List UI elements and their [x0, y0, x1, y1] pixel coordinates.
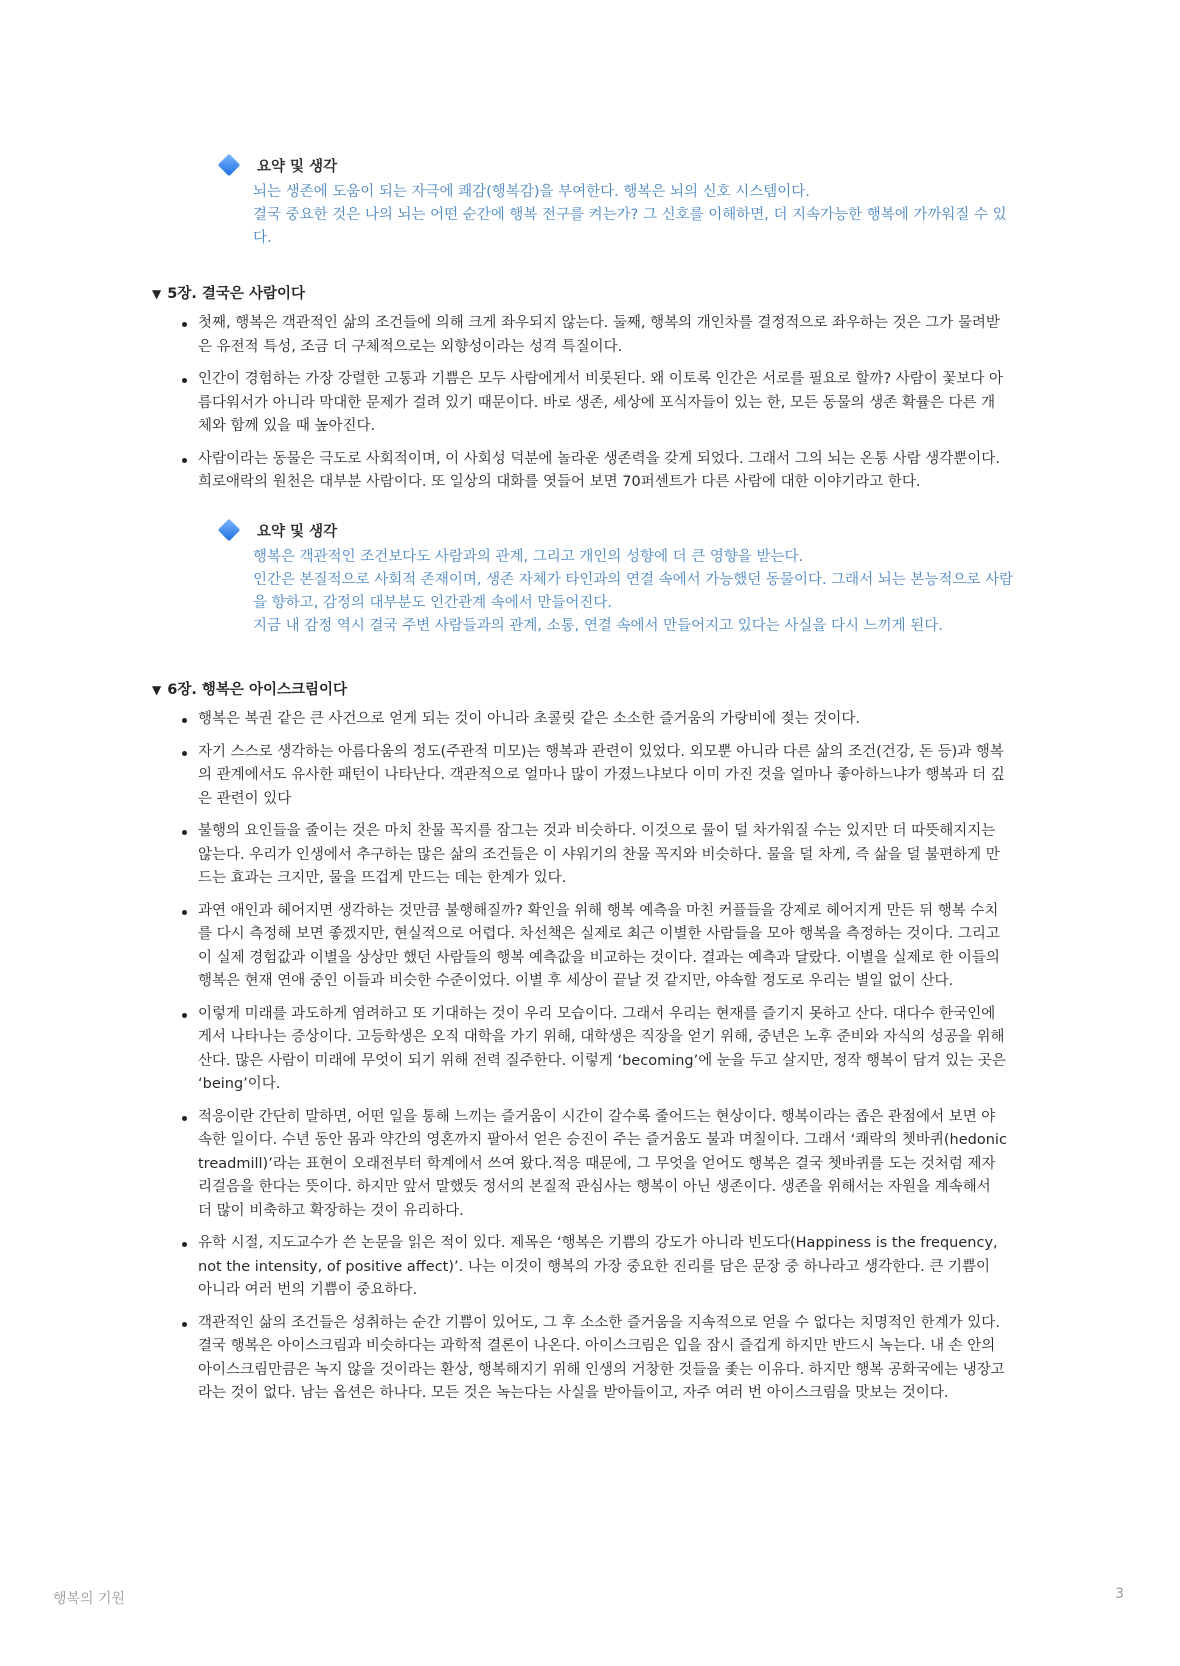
chapter-6-toggle[interactable] [152, 678, 1052, 702]
list-item: 사람이라는 동물은 극도로 사회적이며, 이 사회성 덕분에 놀라운 생존력을 갖게 되었다. 그래서 그의 뇌는 온통 사람 생각뿐이다. 희로애락의 원천은 대부분 사람이다. 또 일상의 대화를 엿들어 보면 70퍼센트가 다른 사람에 대한 이야기라고 한다. [152, 448, 1008, 495]
list-item: 이렇게 미래를 과도하게 염려하고 또 기대하는 것이 우리 모습이다. 그래서 우리는 현재를 즐기지 못하고 산다. 대다수 한국인에게서 나타나는 증상이다. 고등학생은 오직 대학을 가기 위해, 대학생은 직장을 얻기 위해, 중년은 노후 준비와 자식의 성공을 위해 산다. 많은 사람이 미래에 무엇이 되기 위해 전력 질주한다. 이렇게 ‘becoming’에 눈을 두고 살지만, 정작 행복이 담겨 있는 곳은 ‘being’이다. [152, 1003, 1008, 1097]
callout-body [253, 181, 1025, 250]
callout-line: 뇌는 생존에 도움이 되는 자극에 쾌감(행복감)을 부여한다. 행복은 뇌의 신호 시스템이다. [253, 184, 810, 200]
callout-body [253, 546, 1025, 638]
chapter-5-list [152, 312, 1052, 495]
toggle-triangle-icon[interactable]: ▼ [152, 287, 162, 301]
list-item: 첫째, 행복은 객관적인 삶의 조건들에 의해 크게 좌우되지 않는다. 둘째, 행복의 개인차를 결정적으로 좌우하는 것은 그가 물려받은 유전적 특성, 조금 더 구체적으로는 외향성이라는 성격 특질이다. [152, 312, 1008, 359]
callout-header [215, 153, 1025, 177]
list-item: 객관적인 삶의 조건들은 성취하는 순간 기쁨이 있어도, 그 후 소소한 즐거움을 지속적으로 얻을 수 없다는 치명적인 한계가 있다. 결국 행복은 아이스크림과 비슷하다는 과학적 결론이 나온다. 아이스크림은 입을 잠시 즐겁게 하지만 반드시 녹는다. 내 손 안의 아이스크림만큼은 녹지 않을 것이라는 환상, 행복해지기 위해 인생의 거창한 것들을 좇는 이유다. 하지만 행복 공화국에는 냉장고라는 것이 없다. 남는 옵션은 하나다. 모든 것은 녹는다는 사실을 받아들이고, 자주 여러 번 아이스크림을 맛보는 것이다. [152, 1312, 1008, 1406]
blue-diamond-icon [218, 519, 241, 542]
callout-line: 행복은 객관적인 조건보다도 사람과의 관계, 그리고 개인의 성향에 더 큰 영향을 받는다. [253, 549, 804, 565]
chapter-title: 6장. 행복은 아이스크림이다 [167, 682, 348, 698]
callout-line: 지금 내 감정 역시 결국 주변 사람들과의 관계, 소통, 연결 속에서 만들어지고 있다는 사실을 다시 느끼게 된다. [253, 618, 943, 634]
footer-page-number: 3 [1115, 1586, 1124, 1602]
toggle-triangle-icon[interactable]: ▼ [152, 683, 162, 697]
summary-callout-2 [215, 518, 1025, 638]
list-item: 유학 시절, 지도교수가 쓴 논문을 읽은 적이 있다. 제목은 ‘행복은 기쁨의 강도가 아니라 빈도다(Happiness is the frequency, not the intensity, of positive affect)’. 나는 이것이 행복의 가장 중요한 진리를 담은 문장 중 하나라고 생각한다. 큰 기쁨이 아니라 여러 번의 기쁨이 중요하다. [152, 1232, 1008, 1303]
list-item: 불행의 요인들을 줄이는 것은 마치 찬물 꼭지를 잠그는 것과 비슷하다. 이것으로 물이 덜 차가워질 수는 있지만 더 따뜻해지지는 않는다. 우리가 인생에서 추구하는 많은 삶의 조건들은 이 샤워기의 찬물 꼭지와 비슷하다. 물을 덜 차게, 즉 삶을 덜 불편하게 만드는 효과는 크지만, 물을 뜨겁게 만드는 데는 한계가 있다. [152, 820, 1008, 891]
callout-line: 인간은 본질적으로 사회적 존재이며, 생존 자체가 타인과의 연결 속에서 가능했던 동물이다. 그래서 뇌는 본능적으로 사람을 향하고, 감정의 대부분도 인간관계 속에서 만들어진다. [253, 572, 1014, 611]
chapter-6-list [152, 708, 1052, 1406]
list-item: 행복은 복권 같은 큰 사건으로 얻게 되는 것이 아니라 초콜릿 같은 소소한 즐거움의 가랑비에 젖는 것이다. [152, 708, 1008, 732]
chapter-5-toggle[interactable] [152, 282, 1052, 306]
footer-document-title: 행복의 기원 [53, 1591, 126, 1607]
chapter-6-section [152, 678, 1052, 1415]
blue-diamond-icon [218, 154, 241, 177]
chapter-title: 5장. 결국은 사람이다 [167, 286, 305, 302]
list-item: 과연 애인과 헤어지면 생각하는 것만큼 불행해질까? 확인을 위해 행복 예측을 마친 커플들을 강제로 헤어지게 만든 뒤 행복 수치를 다시 측정해 보면 좋겠지만, 현실적으로 어렵다. 차선책은 실제로 최근 이별한 사람들을 모아 행복을 측정하는 것이다. 그리고 이 실제 경험값과 이별을 상상만 했던 사람들의 행복 예측값을 비교하는 것이다. 결과는 예측과 달랐다. 이별을 실제로 한 이들의 행복은 현재 연애 중인 이들과 비슷한 수준이었다. 이별 후 세상이 끝날 것 같지만, 야속할 정도로 우리는 별일 없이 산다. [152, 900, 1008, 994]
callout-title: 요약 및 생각 [257, 158, 338, 175]
chapter-5-section [152, 282, 1052, 504]
summary-callout-1 [215, 153, 1025, 250]
callout-line: 결국 중요한 것은 나의 뇌는 어떤 순간에 행복 전구를 켜는가? 그 신호를 이해하면, 더 지속가능한 행복에 가까워질 수 있다. [253, 207, 1007, 246]
callout-title: 요약 및 생각 [257, 523, 338, 540]
list-item: 인간이 경험하는 가장 강렬한 고통과 기쁨은 모두 사람에게서 비롯된다. 왜 이토록 인간은 서로를 필요로 할까? 사람이 꽃보다 아름다워서가 아니라 막대한 문제가 걸려 있기 때문이다. 바로 생존, 세상에 포식자들이 있는 한, 모든 동물의 생존 확률은 다른 개체와 함께 있을 때 높아진다. [152, 368, 1008, 439]
callout-header [215, 518, 1025, 542]
list-item: 자기 스스로 생각하는 아름다움의 정도(주관적 미모)는 행복과 관련이 있었다. 외모뿐 아니라 다른 삶의 조건(건강, 돈 등)과 행복의 관계에서도 유사한 패턴이 나타난다. 객관적으로 얼마나 많이 가졌느냐보다 이미 가진 것을 얼마나 좋아하느냐가 행복과 더 깊은 관련이 있다 [152, 741, 1008, 812]
list-item: 적응이란 간단히 말하면, 어떤 일을 통해 느끼는 즐거움이 시간이 갈수록 줄어드는 현상이다. 행복이라는 좁은 관점에서 보면 야속한 일이다. 수년 동안 몸과 약간의 영혼까지 팔아서 얻은 승진이 주는 즐거움도 불과 며칠이다. 그래서 ‘쾌락의 쳇바퀴(hedonic treadmill)’라는 표현이 오래전부터 학계에서 쓰여 왔다.적응 때문에, 그 무엇을 얻어도 행복은 결국 쳇바퀴를 도는 것처럼 제자리걸음을 한다는 뜻이다. 하지만 앞서 말했듯 정서의 본질적 관심사는 행복이 아닌 생존이다. 생존을 위해서는 자원을 계속해서 더 많이 비축하고 확장하는 것이 유리하다. [152, 1106, 1008, 1224]
